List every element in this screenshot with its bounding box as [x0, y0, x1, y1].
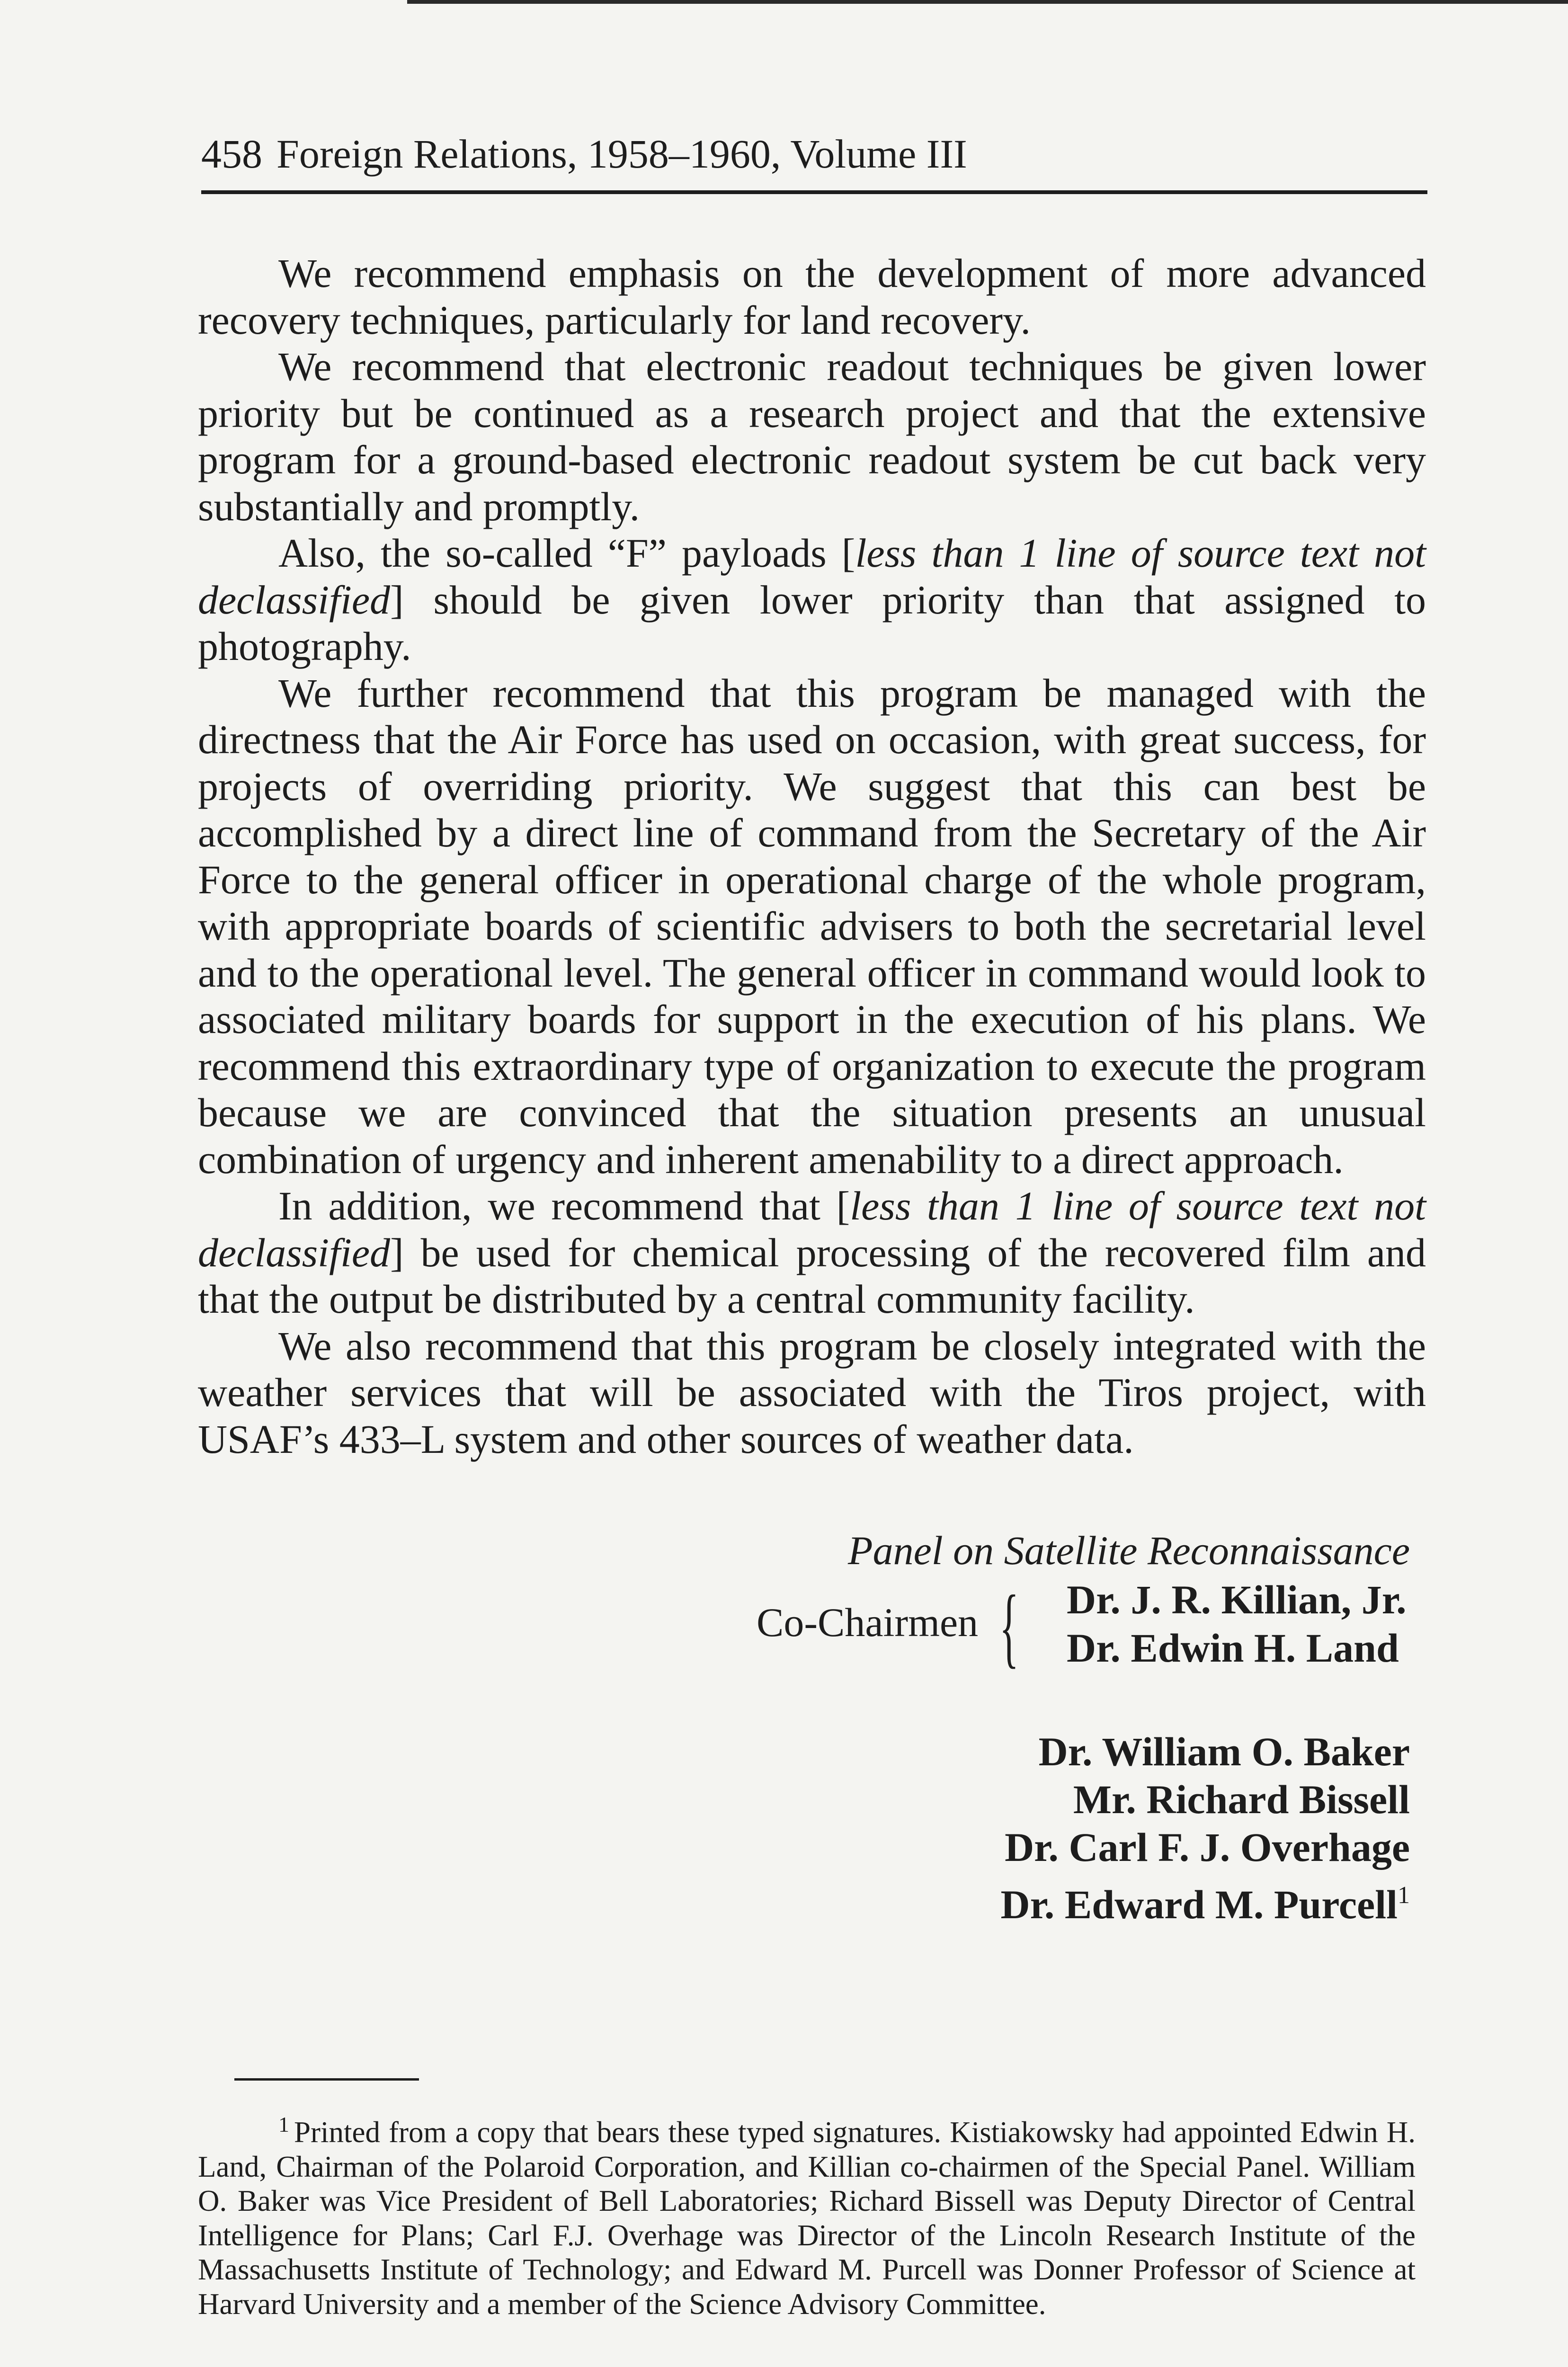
brace-icon: { — [999, 1577, 1019, 1677]
paragraph-recovery: We recommend emphasis on the development of more advanced recovery techniques, particularly for land recovery. — [198, 250, 1426, 343]
panel-members — [1001, 1728, 1410, 1929]
paragraph-f-payloads — [198, 530, 1426, 670]
paragraph-readout: We recommend that electronic readout techniques be given lower priority but be continued as a research project and that the extensive program for a ground-based electronic readout system be cut back very substantially and promptly. — [198, 344, 1426, 529]
page-top-edge — [407, 0, 1568, 4]
footnote — [198, 2108, 1416, 2321]
volume-title: Foreign Relations, 1958–1960, Volume III — [276, 131, 967, 177]
member-bissell: Mr. Richard Bissell — [1073, 1777, 1410, 1822]
running-header — [201, 128, 1427, 180]
footnote-marker: 1 — [278, 2112, 289, 2136]
cochair-names — [1067, 1575, 1407, 1672]
member-baker: Dr. William O. Baker — [1038, 1729, 1410, 1774]
header-rule — [201, 190, 1427, 194]
footnote-reference: 1 — [1398, 1882, 1410, 1909]
member-overhage: Dr. Carl F. J. Overhage — [1005, 1824, 1410, 1870]
member-purcell — [1001, 1871, 1410, 1929]
paragraph-processing-tail: ] be used for chemical processing of the recovered film and that the output be distributed by a central community facility. — [198, 1229, 1426, 1322]
footnote-rule — [234, 2078, 419, 2081]
cochair-killian: Dr. J. R. Killian, Jr. — [1067, 1577, 1407, 1622]
paragraph-processing-lead: In addition, we recommend that [ — [278, 1183, 850, 1228]
paragraph-processing — [198, 1183, 1426, 1323]
paragraph-f-lead: Also, the so-called “F” payloads [ — [278, 530, 855, 576]
paragraph-management: We further recommend that this program be managed with the directness that the Air Force has used on occasion, with great success, for projects of overriding priority. We suggest that this can best be accomplished by a direct line of command from the Secretary of the Air Force to the general officer in operational charge of the whole program, with appropriate boards of scientific advisers to both the secretarial level and to the operational level. The general officer in command would look to associated military boards for support in the execution of his plans. We recommend this extraordinary type of organization to execute the program because we are convinced that the situation presents an unusual combination of urgency and inherent amenability to a direct approach. — [198, 670, 1426, 1182]
paragraph-f-tail: ] should be given lower priority than that assigned to photography. — [198, 577, 1426, 669]
paragraph-weather: We also recommend that this program be closely integrated with the weather services that will be associated with the Tiros project, with USAF’s 433–L system and other sources of weather data. — [198, 1323, 1426, 1462]
member-purcell-name: Dr. Edward M. Purcell — [1000, 1882, 1398, 1927]
redaction-note: less than 1 line of source text not declassified — [198, 1183, 1426, 1275]
panel-name: Panel on Satellite Reconnaissance — [848, 1528, 1410, 1573]
document-body — [198, 250, 1426, 1462]
redaction-note: less than 1 line of source text not declassified — [198, 530, 1426, 623]
page-number: 458 — [201, 131, 262, 177]
footnote-text: Printed from a copy that bears these typed signatures. Kistiakowsky had appointed Edwin H. Land, Chairman of the Polaroid Corporation, and Killian co-chairmen of the Special Panel. William O. Baker was Vice President of Bell Laboratories; Richard Bissell was Deputy Director of Central Intelligence for Plans; Carl F.J. Overhage was Director of the Lincoln Research Institute of the Massachusetts Institute of Technology; and Edward M. Purcell was Donner Professor of Science at Harvard University and a member of the Science Advisory Committee. — [198, 2116, 1416, 2321]
cochair-label: Co-Chairmen — [757, 1600, 979, 1645]
cochair-land: Dr. Edwin H. Land — [1067, 1625, 1399, 1671]
